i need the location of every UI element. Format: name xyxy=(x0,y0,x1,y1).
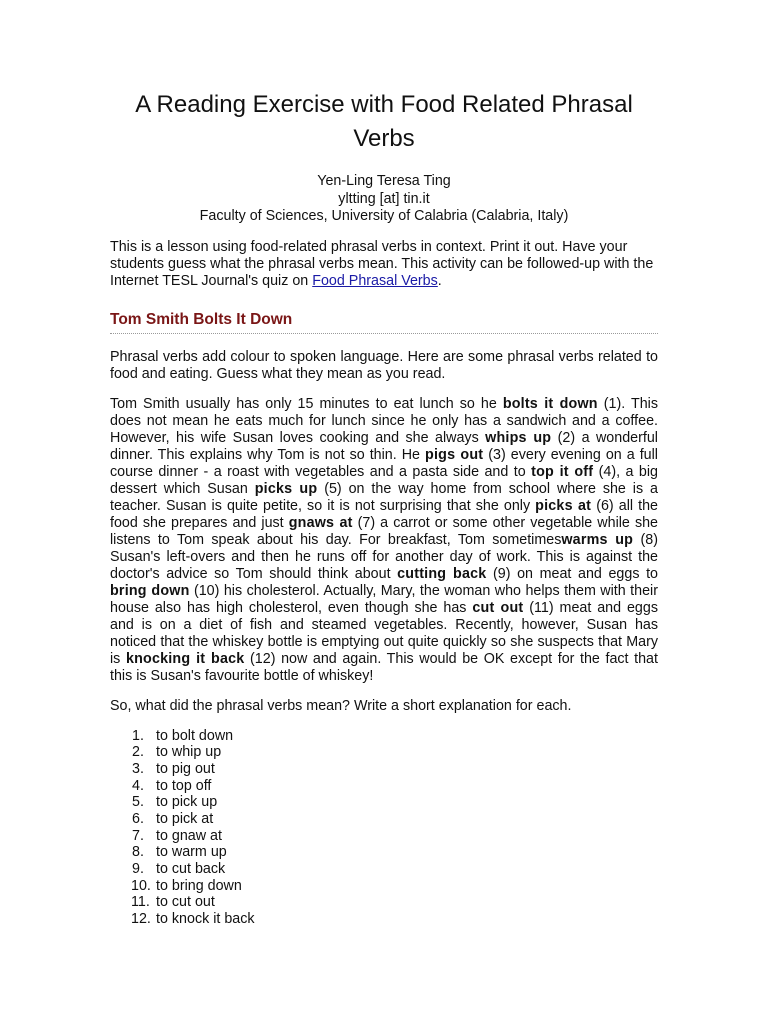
list-number: 8. xyxy=(132,844,144,861)
list-number: 10. xyxy=(131,877,151,894)
list-item xyxy=(110,811,658,828)
list-item-text: to cut back xyxy=(156,861,226,877)
story-text: (8) Susan's left-overs and then he runs off for another day of work. This is against the doctor's advice so Tom should think about xyxy=(110,531,658,582)
list-number: 2. xyxy=(132,744,144,761)
list-item-text: to knock it back xyxy=(156,911,255,928)
list-item-text: to bring down xyxy=(156,877,242,894)
list-number: 4. xyxy=(132,777,144,794)
phrasal-verb-highlight: warms up xyxy=(561,531,634,548)
story-paragraph xyxy=(110,396,658,685)
list-number: 9. xyxy=(132,861,144,877)
author-email: yltting [at] tin.it xyxy=(338,190,430,207)
list-item-text: to pick up xyxy=(156,794,218,811)
phrasal-verb-highlight: gnaws at xyxy=(288,514,353,531)
list-number: 3. xyxy=(132,760,144,777)
list-item-text: to pig out xyxy=(156,760,215,777)
phrasal-verb-highlight: bolts it down xyxy=(502,395,598,412)
author-block xyxy=(110,173,658,226)
list-number: 7. xyxy=(132,827,144,844)
list-item-text: to gnaw at xyxy=(156,827,222,844)
story-text: (5) on the way home from school where she is a teacher. Susan is quite petite, so it is not surprising that she only xyxy=(110,480,658,514)
author-name: Yen-Ling Teresa Ting xyxy=(317,173,451,189)
list-item xyxy=(110,778,658,795)
story-text: (9) on meat and eggs to xyxy=(486,565,658,582)
intro-end: . xyxy=(437,272,442,289)
list-item-text: to whip up xyxy=(156,744,222,761)
phrasal-verb-highlight: cutting back xyxy=(397,565,487,582)
phrasal-verb-highlight: pigs out xyxy=(425,446,484,463)
food-phrasal-verbs-link[interactable]: Food Phrasal Verbs xyxy=(312,272,438,289)
intro-paragraph xyxy=(110,239,658,290)
story-text: Tom Smith usually has only 15 minutes to eat lunch so he xyxy=(110,395,503,412)
story-text: (6) all the food she prepares and just xyxy=(110,497,658,531)
phrasal-verb-highlight: picks at xyxy=(535,497,592,514)
list-item-text: to top off xyxy=(156,777,212,794)
story-text: (1). This does not mean he eats much for lunch since he only has a sandwich and a coffee. However, his wife Susan loves cooking and she always xyxy=(110,395,659,446)
intro-text: This is a lesson using food-related phrasal verbs in context. Print it out. Have your students guess what the phrasal verbs mean. This activity can be followed-up with the Internet TESL Journal's quiz on xyxy=(110,238,654,289)
list-item-text: to cut out xyxy=(156,894,215,911)
story-text: (3) every evening on a full course dinner - a roast with vegetables and a pasta side and to xyxy=(110,446,658,480)
list-item xyxy=(110,828,658,845)
list-item xyxy=(110,794,658,811)
list-item xyxy=(110,728,658,745)
intro-phrasal-paragraph: Phrasal verbs add colour to spoken language. Here are some phrasal verbs related to food and eating. Guess what they mean as you read. xyxy=(110,348,658,382)
list-item-text: to warm up xyxy=(156,844,227,861)
author-affiliation: Faculty of Sciences, University of Calabria (Calabria, Italy) xyxy=(199,208,569,224)
list-item xyxy=(110,911,658,928)
phrasal-verb-highlight: knocking it back xyxy=(125,650,245,667)
phrasal-verb-highlight: top it off xyxy=(531,463,594,480)
list-item xyxy=(110,744,658,761)
list-number: 11. xyxy=(131,894,150,911)
question-prompt: So, what did the phrasal verbs mean? Write a short explanation for each. xyxy=(110,697,572,714)
list-item xyxy=(110,878,658,895)
story-text: (2) a wonderful dinner. This explains why Tom is not so thin. He xyxy=(110,429,658,463)
story-text: (10) his cholesterol. Actually, Mary, the woman who helps them with their house also has high cholesterol, even though she has xyxy=(110,582,658,616)
phrasal-verb-highlight: cut out xyxy=(472,599,524,616)
story-text: (7) a carrot or some other vegetable while she listens to Tom speak about his day. For breakfast, Tom sometimes xyxy=(110,514,658,548)
phrasal-verb-list xyxy=(110,728,658,928)
list-item xyxy=(110,894,658,911)
story-text: (4), a big dessert which Susan xyxy=(110,463,658,497)
list-item xyxy=(110,861,658,878)
list-item-text: to pick at xyxy=(156,810,214,827)
list-item xyxy=(110,761,658,778)
story-text: (11) meat and eggs and is on a diet of fish and steamed vegetables. Recently, however, Susan has noticed that the whiskey bottle is emptying out quite quickly so she suspects that Mary is xyxy=(110,599,658,667)
phrasal-verb-highlight: whips up xyxy=(485,429,552,446)
document-page xyxy=(110,88,658,928)
phrasal-verb-highlight: bring down xyxy=(110,582,190,599)
section-heading: Tom Smith Bolts It Down xyxy=(110,311,658,334)
phrasal-verb-highlight: picks up xyxy=(254,480,318,497)
list-number: 1. xyxy=(132,727,144,744)
page-title: A Reading Exercise with Food Related Phrasal Verbs xyxy=(135,91,633,152)
list-number: 6. xyxy=(132,810,144,827)
list-number: 12. xyxy=(131,911,151,928)
list-item xyxy=(110,844,658,861)
list-number: 5. xyxy=(132,794,144,811)
story-text: (12) now and again. This would be OK except for the fact that this is Susan's favourite bottle of whiskey! xyxy=(110,650,658,684)
list-item-text: to bolt down xyxy=(156,727,234,744)
